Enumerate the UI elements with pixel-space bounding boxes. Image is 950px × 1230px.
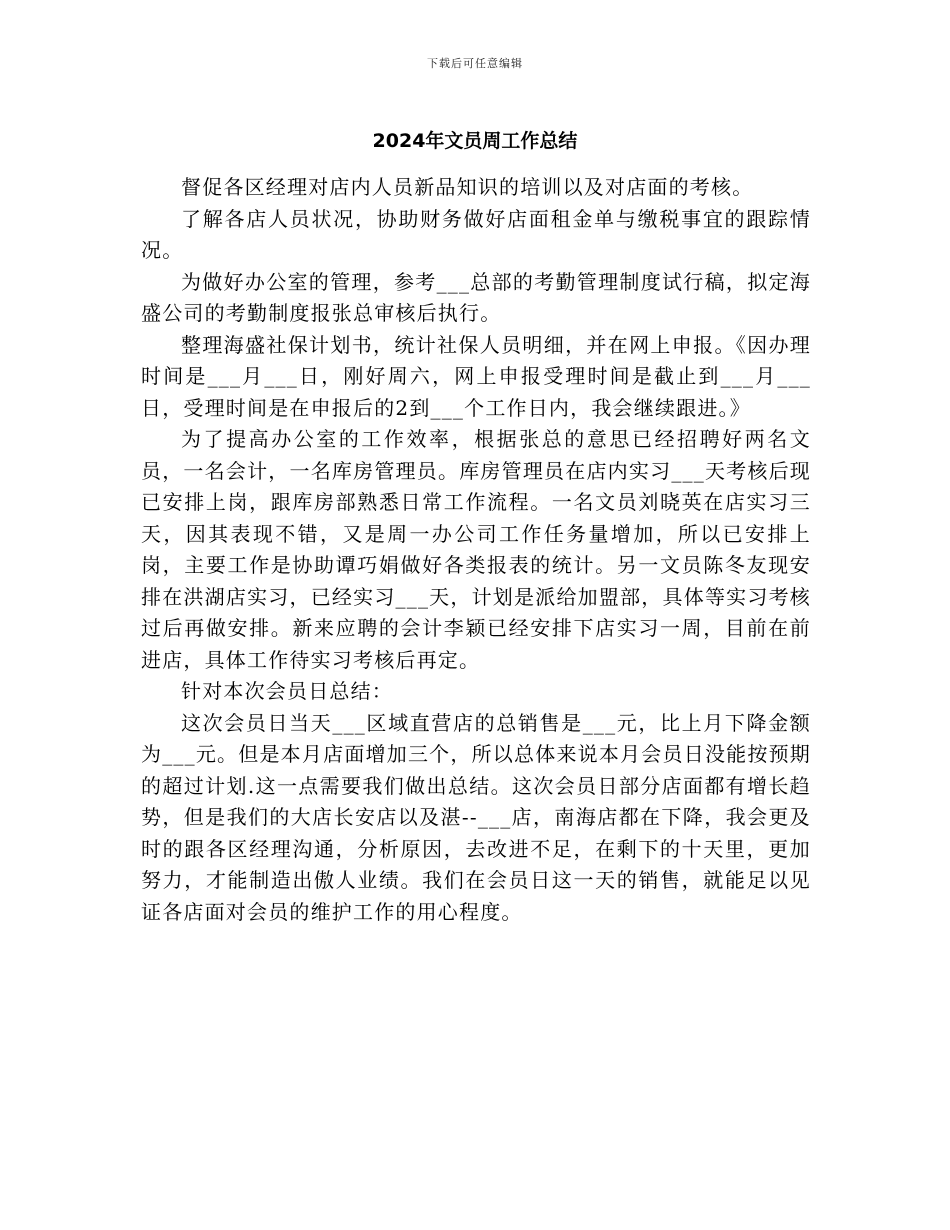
paragraph-staff-status: 了解各店人员状况，协助财务做好店面租金单与缴税事宜的跟踪情况。 xyxy=(141,206,811,262)
paragraph-attendance-policy: 为做好办公室的管理，参考___总部的考勤管理制度试行稿，拟定海盛公司的考勤制度报张总审核后执行。 xyxy=(141,269,811,325)
document-body xyxy=(141,172,811,928)
paragraph-training-assessment: 督促各区经理对店内人员新品知识的培训以及对店面的考核。 xyxy=(181,175,754,199)
paragraph-member-day-heading: 针对本次会员日总结： xyxy=(181,679,393,703)
paragraph-social-insurance: 整理海盛社保计划书，统计社保人员明细，并在网上申报。《因办理时间是___月___日，刚好周六，网上申报受理时间是截止到___月___日，受理时间是在申报后的2到___个工作日内，我会继续跟进。》 xyxy=(141,332,811,420)
paragraph-recruitment: 为了提高办公室的工作效率，根据张总的意思已经招聘好两名文员，一名会计，一名库房管理员。库房管理员在店内实习___天考核后现已安排上岗，跟库房部熟悉日常工作流程。一名文员刘晓英在店实习三天，因其表现不错，又是周一办公司工作任务量增加，所以已安排上岗，主要工作是协助谭巧娟做好各类报表的统计。另一文员陈冬友现安排在洪湖店实习，已经实习___天，计划是派给加盟部，具体等实习考核过后再做安排。新来应聘的会计李颖已经安排下店实习一周，目前在前进店，具体工作待实习考核后再定。 xyxy=(141,427,811,672)
document-title: 2024年文员周工作总结 xyxy=(372,130,578,152)
page-header-note: 下载后可任意编辑 xyxy=(427,57,523,70)
paragraph-member-day-summary: 这次会员日当天___区域直营店的总销售是___元，比上月下降金额为___元。但是本月店面增加三个，所以总体来说本月会员日没能按预期的超过计划.这一点需要我们做出总结。这次会员日部分店面都有增长趋势，但是我们的大店长安店以及湛--___店，南海店都在下降，我会更及时的跟各区经理沟通，分析原因，去改进不足，在剩下的十天里，更加努力，才能制造出傲人业绩。我们在会员日这一天的销售，就能足以见证各店面对会员的维护工作的用心程度。 xyxy=(141,710,811,924)
